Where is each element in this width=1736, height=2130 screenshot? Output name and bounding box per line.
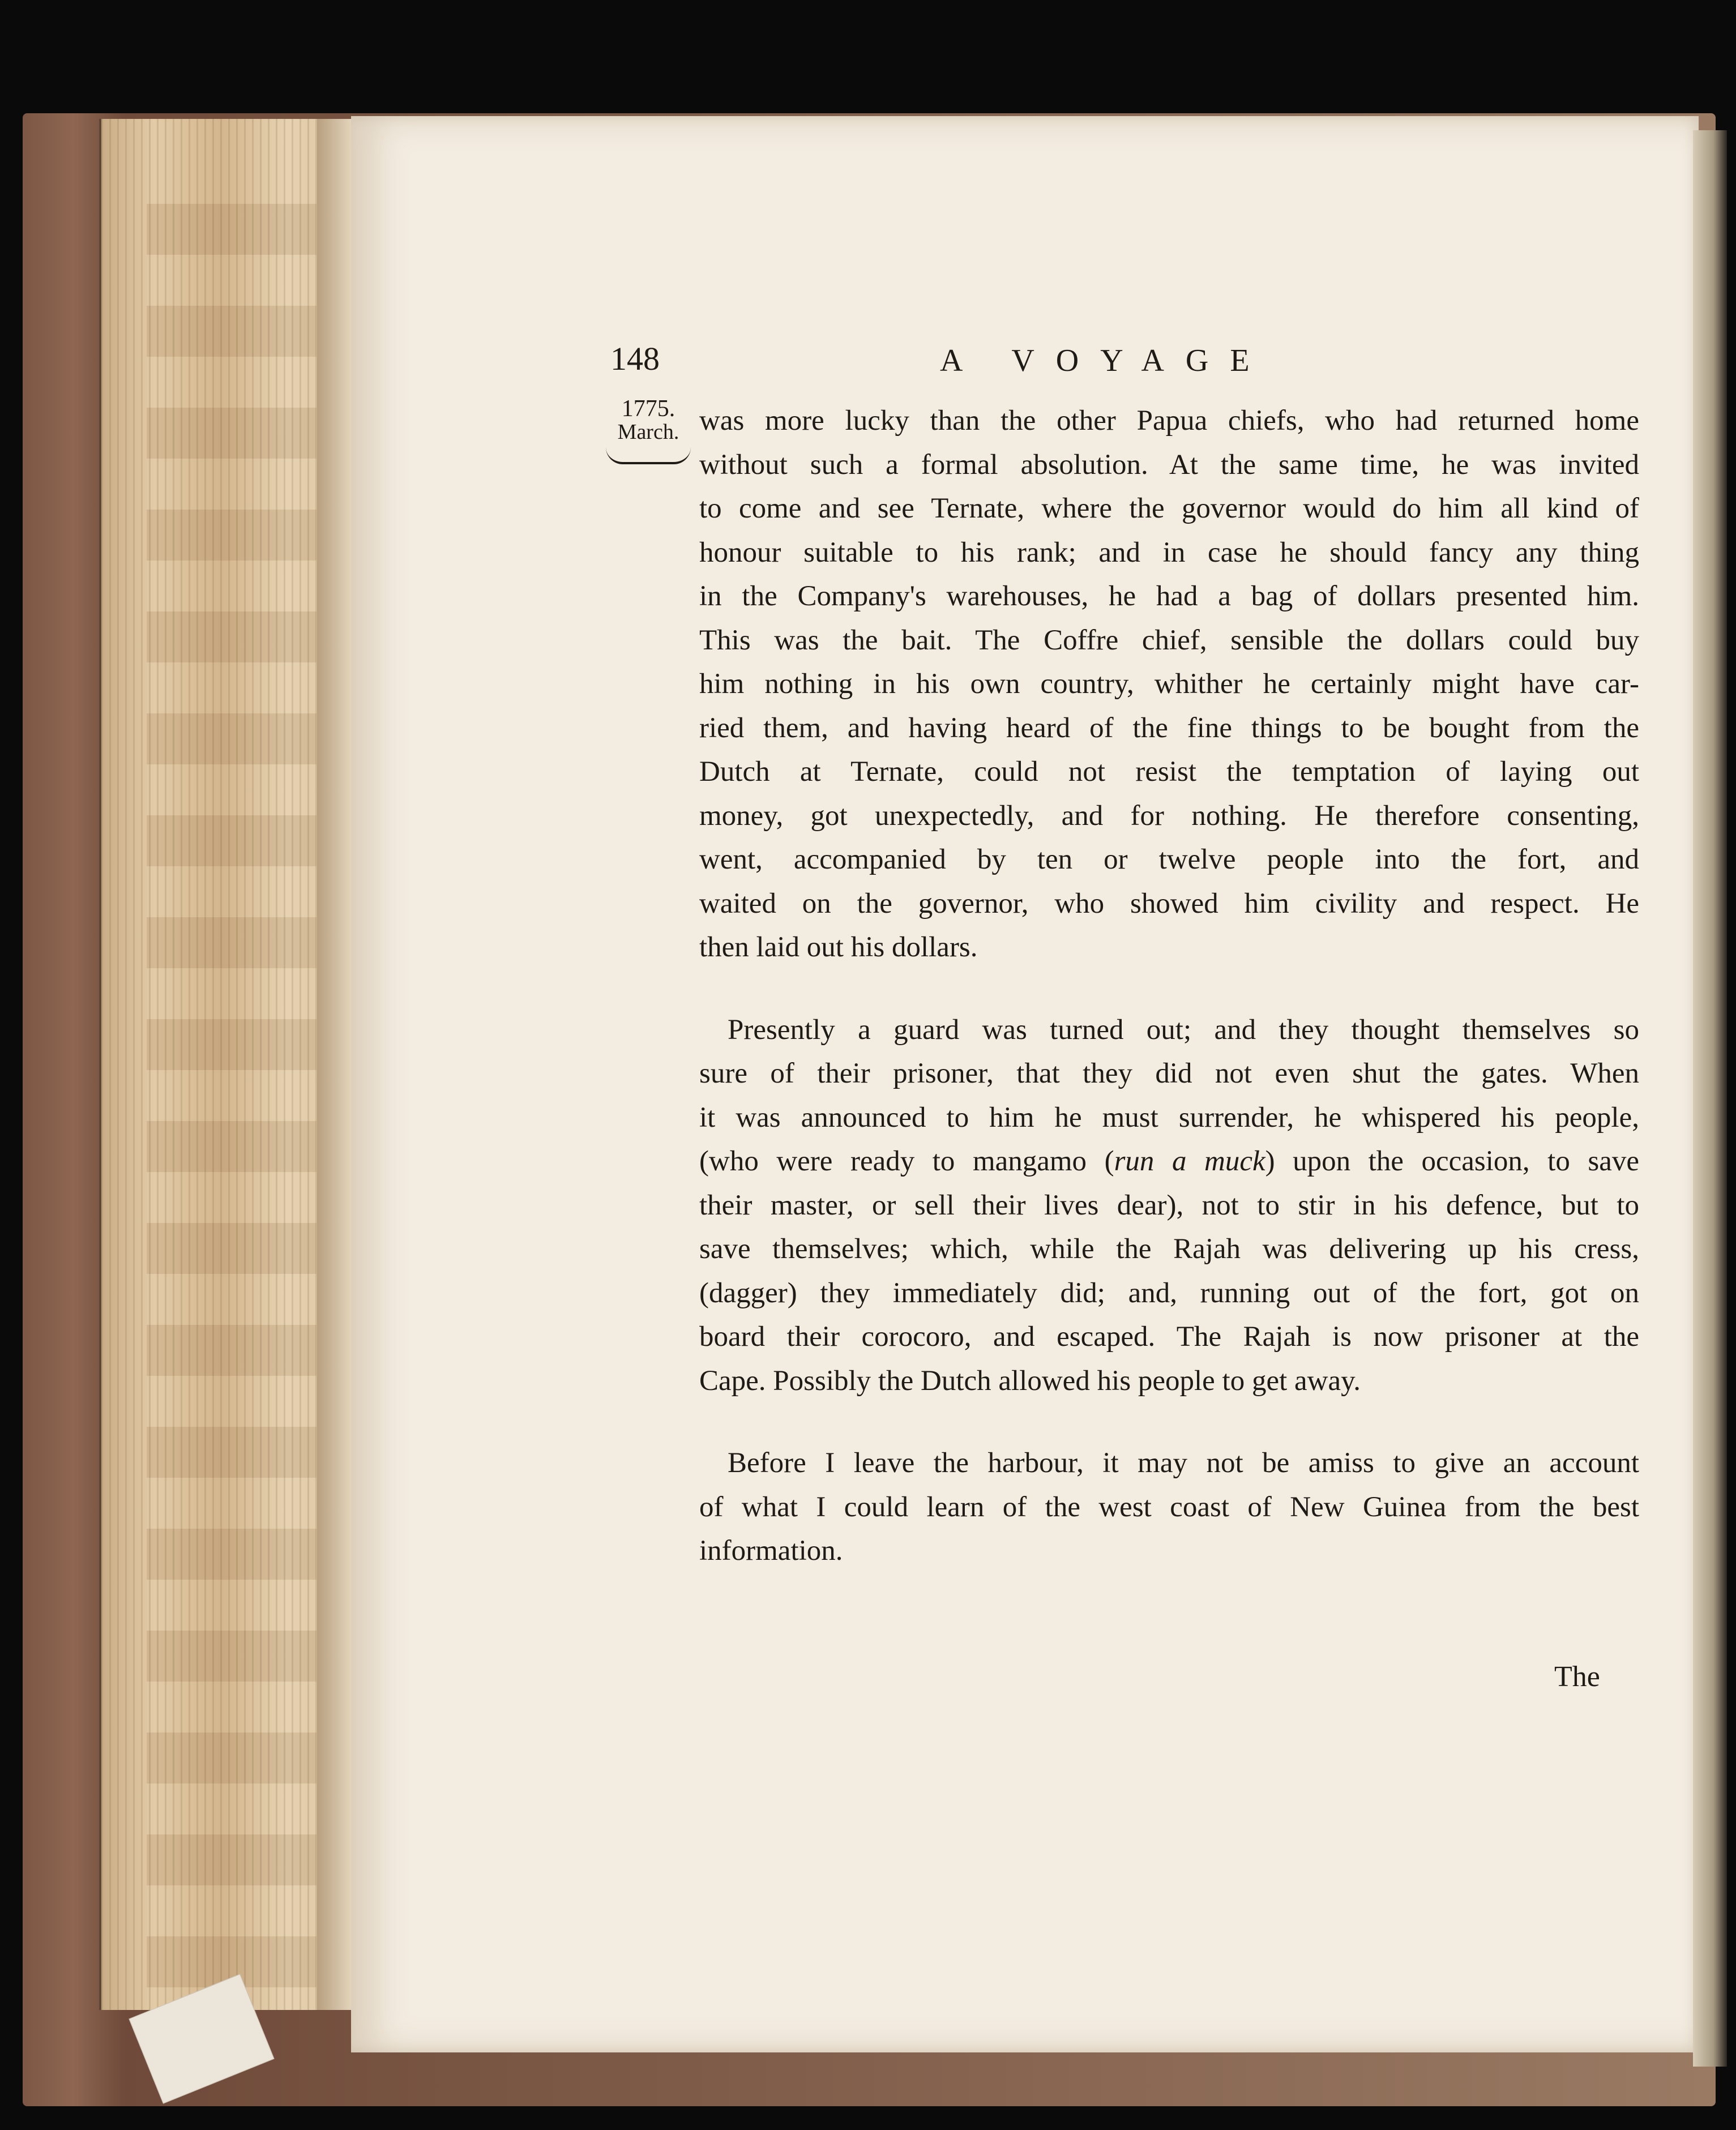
text-line: Dutch at Ternate, could not resist the temptation of laying out [699,756,1639,788]
page-number: 148 [610,340,660,377]
text-line: Presently a guard was turned out; and they thought themselves so [728,1013,1639,1046]
text-run: ) upon the occasion, to save [1265,1145,1639,1177]
margin-year: 1775. [621,396,675,422]
text-line: (dagger) they immediately did; and, running out of the fort, got on [699,1277,1639,1309]
text-line: ried them, and having heard of the fine things to be bought from the [699,712,1639,744]
text-line: of what I could learn of the west coast of New Guinea from the best [699,1491,1639,1523]
text-line [699,1140,1639,1184]
text-line: Cape. Possibly the Dutch allowed his people to get away. [699,1365,1361,1397]
text-run: (who were ready to mangamo ( [699,1145,1114,1177]
text-line: was more lucky than the other Papua chiefs, who had returned home [699,405,1639,437]
right-page-edge [1693,130,1727,2067]
text-line: save themselves; which, while the Rajah was delivering up his cress, [699,1233,1639,1265]
text-line: to come and see Ternate, where the governor would do him all kind of [699,493,1639,524]
margin-note [603,396,694,464]
text-line: This was the bait. The Coffre chief, sensible the dollars could buy [699,624,1639,656]
text-line: board their corocoro, and escaped. The Rajah is now prisoner at the [699,1321,1639,1353]
paragraph [699,1442,1639,1573]
text-line: it was announced to him he must surrender, he whispered his people, [699,1101,1639,1134]
text-line: money, got unexpectedly, and for nothing. He therefore consenting, [699,799,1639,832]
text-line: sure of their prisoner, that they did not even shut the gates. When [699,1058,1639,1089]
paragraph [699,1008,1639,1404]
text-line: went, accompanied by ten or twelve people into the fort, and [699,844,1639,875]
text-line: him nothing in his own country, whither he certainly might have car- [699,668,1639,700]
italic-gloss: run a muck [1114,1145,1265,1177]
paragraph [699,399,1639,970]
body-text [699,399,1639,1573]
text-line: honour suitable to his rank; and in case he should fancy any thing [699,536,1639,568]
running-head: A VOYAGE [940,343,1271,378]
text-line: then laid out his dollars. [699,931,978,963]
text-line: waited on the governor, who showed him civility and respect. He [699,887,1639,919]
text-line: without such a formal absolution. At the same time, he was invited [699,448,1639,481]
margin-month: March. [617,420,679,444]
text-line: Before I leave the harbour, it may not be amiss to give an account [728,1447,1639,1479]
catchword: The [1554,1661,1600,1693]
text-line: in the Company's warehouses, he had a bag of dollars presented him. [699,580,1639,612]
brace-ornament [606,447,691,464]
text-line: their master, or sell their lives dear), not to stir in his defence, but to [699,1189,1639,1221]
text-line: information. [699,1535,843,1567]
